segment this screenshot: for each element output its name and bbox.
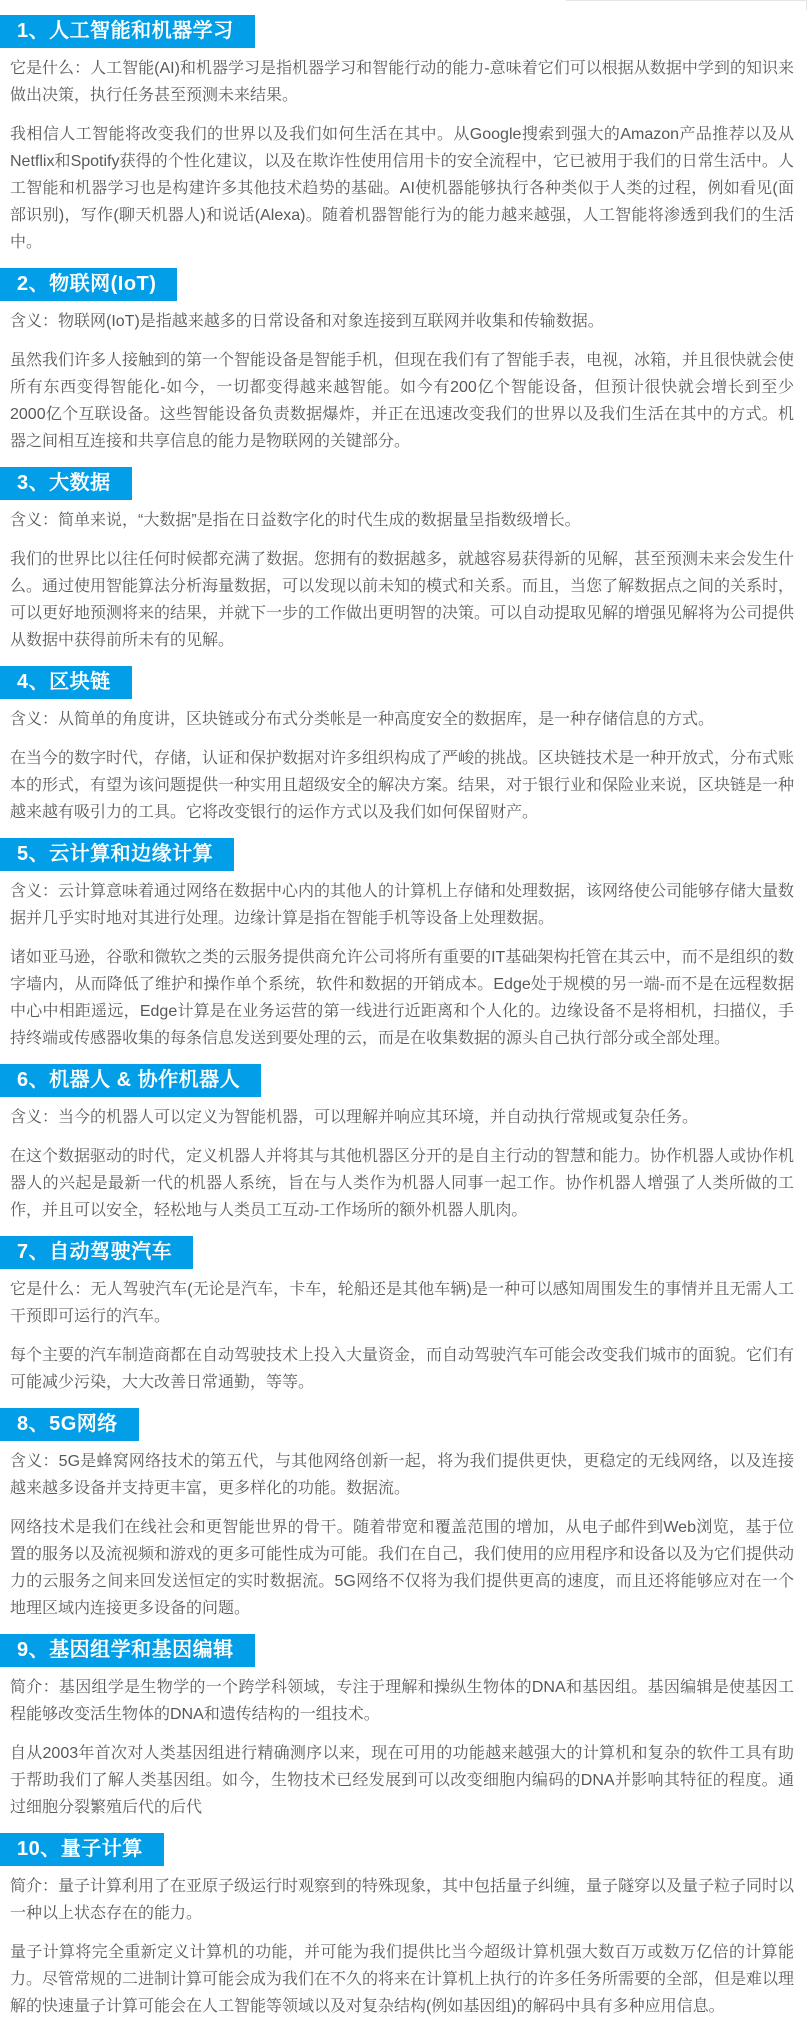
section-5g-network (0, 1408, 807, 1622)
section-big-data (0, 467, 807, 654)
section-paragraph: 在当今的数字时代，存储，认证和保护数据对许多组织构成了严峻的挑战。区块链技术是一种开放式，分布式账本的形式，有望为该问题提供一种实用且超级安全的解决方案。结果，对于银行业和保险业来说，区块链是一种越来越有吸引力的工具。它将改变银行的运作方式以及我们如何保留财产。 (10, 750, 795, 821)
section-paragraph: 网络技术是我们在线社会和更智能世界的骨干。随着带宽和覆盖范围的增加，从电子邮件到Web浏览，基于位置的服务以及流视频和游戏的更多可能性成为可能。我们在自己，我们使用的应用程序和设备以及为它们提供动力的云服务之间来回发送恒定的实时数据流。5G网络不仅将为我们提供更高的速度，而且还将能够应对在一个地理区域内连接更多设备的问题。 (10, 1519, 795, 1617)
section-iot (0, 268, 807, 455)
section-paragraph: 它是什么：无人驾驶汽车(无论是汽车，卡车，轮船还是其他车辆)是一种可以感知周围发生的事情并且无需人工干预即可运行的汽车。 (10, 1281, 794, 1325)
section-cloud-edge-computing (0, 838, 807, 1052)
section-genomics-gene-editing (0, 1634, 807, 1821)
section-title-row (0, 1236, 807, 1269)
section-paragraph: 含义：5G是蜂窝网络技术的第五代，与其他网络创新一起，将为我们提供更快，更稳定的无线网络，以及连接越来越多设备并支持更丰富，更多样化的功能。数据流。 (10, 1453, 794, 1497)
section-title-badge: 1、人工智能和机器学习 (0, 15, 255, 48)
section-paragraph: 含义：云计算意味着通过网络在数据中心内的其他人的计算机上存储和处理数据，该网络使公司能够存储大量数据并几乎实时地对其进行处理。边缘计算是指在智能手机等设备上处理数据。 (10, 883, 795, 927)
section-paragraph: 含义：物联网(IoT)是指越来越多的日常设备和对象连接到互联网并收集和传输数据。 (10, 313, 604, 330)
section-title-row (0, 1634, 807, 1667)
section-paragraph: 含义：简单来说，“大数据”是指在日益数字化的时代生成的数据量呈指数级增长。 (10, 512, 581, 529)
section-autonomous-vehicles (0, 1236, 807, 1396)
section-ai-machine-learning (0, 15, 807, 256)
section-title-badge: 6、机器人 & 协作机器人 (0, 1064, 261, 1097)
section-title-badge: 7、自动驾驶汽车 (0, 1236, 193, 1269)
section-title-row (0, 268, 807, 301)
section-paragraph: 简介：基因组学是生物学的一个跨学科领域，专注于理解和操纵生物体的DNA和基因组。基因编辑是使基因工程能够改变活生物体的DNA和遗传结构的一组技术。 (10, 1679, 794, 1723)
section-quantum-computing (0, 1833, 807, 2020)
section-paragraph: 简介：量子计算利用了在亚原子级运行时观察到的特殊现象，其中包括量子纠缠，量子隧穿以及量子粒子同时以一种以上状态存在的能力。 (10, 1878, 795, 1922)
section-title-badge: 4、区块链 (0, 666, 132, 699)
section-title-badge: 10、量子计算 (0, 1833, 164, 1866)
section-paragraph: 诸如亚马逊，谷歌和微软之类的云服务提供商允许公司将所有重要的IT基础架构托管在其云中，而不是组织的数字墙内，从而降低了维护和操作单个系统，软件和数据的开销成本。Edge处于规模的另一端-而不是在远程数据中心中相距遥远，Edge计算是在业务运营的第一线进行近距离和个人化的。边缘设备不是将相机，扫描仪，手持终端或传感器收集的每条信息发送到要处理的云，而是在收集数据的源头自己执行部分或全部处理。 (10, 949, 794, 1047)
section-paragraph: 它是什么：人工智能(AI)和机器学习是指机器学习和智能行动的能力-意味着它们可以根据从数据中学到的知识来做出决策，执行任务甚至预测未来结果。 (10, 60, 794, 104)
section-paragraph: 虽然我们许多人接触到的第一个智能设备是智能手机，但现在我们有了智能手表，电视，冰箱，并且很快就会使所有东西变得智能化-如今，一切都变得越来越智能。如今有200亿个智能设备，但预计很快就会增长到至少2000亿个互联设备。这些智能设备负责数据爆炸，并正在迅速改变我们的世界以及我们生活在其中的方式。机器之间相互连接和共享信息的能力是物联网的关键部分。 (10, 352, 795, 450)
section-title-row (0, 666, 807, 699)
section-paragraph: 自从2003年首次对人类基因组进行精确测序以来，现在可用的功能越来越强大的计算机和复杂的软件工具有助于帮助我们了解人类基因组。如今，生物技术已经发展到可以改变细胞内编码的DNA并影响其特征的程度。通过细胞分裂繁殖后代的后代 (10, 1745, 794, 1816)
section-paragraph: 每个主要的汽车制造商都在自动驾驶技术上投入大量资金，而自动驾驶汽车可能会改变我们城市的面貌。它们有可能减少污染，大大改善日常通勤，等等。 (10, 1347, 795, 1391)
section-title-row (0, 1833, 807, 1866)
section-title-row (0, 838, 807, 871)
section-paragraph: 我们的世界比以往任何时候都充满了数据。您拥有的数据越多，就越容易获得新的见解，甚至预测未来会发生什么。通过使用智能算法分析海量数据，可以发现以前未知的模式和关系。而且，当您了解数据点之间的关系时，可以更好地预测将来的结果，并就下一步的工作做出更明智的决策。可以自动提取见解的增强见解将为公司提供从数据中获得前所未有的见解。 (10, 551, 795, 649)
section-title-badge: 9、基因组学和基因编辑 (0, 1634, 255, 1667)
section-paragraph: 含义：从简单的角度讲，区块链或分布式分类帐是一种高度安全的数据库，是一种存储信息的方式。 (10, 711, 715, 728)
section-title-badge: 2、物联网(IoT) (0, 268, 177, 301)
section-paragraph: 我相信人工智能将改变我们的世界以及我们如何生活在其中。从Google搜索到强大的Amazon产品推荐以及从Netflix和Spotify获得的个性化建议，以及在欺诈性使用信用卡的安全流程中，它已被用于我们的日常生活中。人工智能和机器学习也是构建许多其他技术趋势的基础。AI使机器能够执行各种类似于人类的过程，例如看见(面部识别)，写作(聊天机器人)和说话(Alexa)。随着机器智能行为的能力越来越强，人工智能将渗透到我们的生活中。 (10, 126, 794, 251)
section-robots-cobots (0, 1064, 807, 1224)
section-title-badge: 8、5G网络 (0, 1408, 139, 1441)
section-title-row (0, 1064, 807, 1097)
section-title-row (0, 467, 807, 500)
section-paragraph: 在这个数据驱动的时代，定义机器人并将其与其他机器区分开的是自主行动的智慧和能力。协作机器人或协作机器人的兴起是最新一代的机器人系统，旨在与人类作为机器人同事一起工作。协作机器人增强了人类所做的工作，并且可以安全，轻松地与人类员工互动-工作场所的额外机器人肌肉。 (10, 1148, 795, 1219)
section-title-row (0, 15, 807, 48)
section-paragraph: 含义：当今的机器人可以定义为智能机器，可以理解并响应其环境，并自动执行常规或复杂任务。 (10, 1109, 699, 1126)
section-title-badge: 3、大数据 (0, 467, 132, 500)
section-title-badge: 5、云计算和边缘计算 (0, 838, 234, 871)
top-edge-line (566, 0, 807, 1)
section-blockchain (0, 666, 807, 826)
section-paragraph: 量子计算将完全重新定义计算机的功能，并可能为我们提供比当今超级计算机强大数百万或数万亿倍的计算能力。尽管常规的二进制计算可能会成为我们在不久的将来在计算机上执行的许多任务所需要的全部，但是难以理解的快速量子计算可能会在人工智能等领域以及对复杂结构(例如基因组)的解码中具有多种应用信息。 (10, 1944, 795, 2015)
section-title-row (0, 1408, 807, 1441)
